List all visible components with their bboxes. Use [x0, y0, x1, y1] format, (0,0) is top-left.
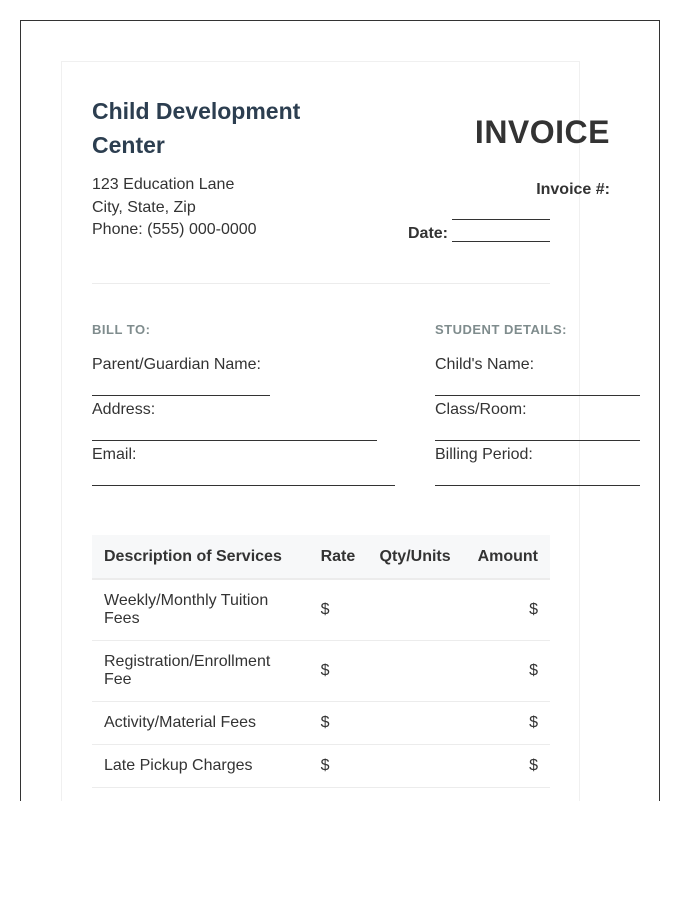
- bill-to-heading: BILL TO:: [92, 322, 151, 337]
- email-field[interactable]: [92, 485, 395, 486]
- invoice-date-label: Date:: [408, 225, 449, 242]
- service-rate[interactable]: $: [309, 579, 368, 641]
- email-label: Email:: [92, 446, 137, 463]
- header-amount: Amount: [463, 535, 550, 579]
- table-row: [92, 641, 550, 702]
- organization-address: [92, 174, 257, 242]
- class-room-field[interactable]: [435, 440, 640, 441]
- service-qty[interactable]: [368, 702, 463, 745]
- service-amount[interactable]: $: [463, 641, 550, 702]
- service-description: Registration/Enrollment Fee: [92, 641, 309, 702]
- service-qty[interactable]: [368, 745, 463, 788]
- service-description: Late Pickup Charges: [92, 745, 309, 788]
- service-rate[interactable]: $: [309, 745, 368, 788]
- address-field[interactable]: [92, 440, 377, 441]
- service-amount[interactable]: $: [463, 579, 550, 641]
- service-rate[interactable]: $: [309, 702, 368, 745]
- table-row: [92, 745, 550, 788]
- header-qty: Qty/Units: [368, 535, 463, 579]
- services-table: [92, 535, 550, 788]
- address-label: Address:: [92, 401, 156, 418]
- service-description: Activity/Material Fees: [92, 702, 309, 745]
- service-amount[interactable]: $: [463, 702, 550, 745]
- organization-name: Child Development Center: [92, 98, 301, 158]
- invoice-number-field[interactable]: [452, 219, 550, 220]
- invoice-title: INVOICE: [474, 114, 610, 150]
- service-description: Weekly/Monthly Tuition Fees: [92, 579, 309, 641]
- child-name-label: Child's Name:: [435, 356, 535, 373]
- billing-period-label: Billing Period:: [435, 446, 533, 463]
- child-name-field[interactable]: [435, 395, 640, 396]
- billing-period-field[interactable]: [435, 485, 640, 486]
- service-rate[interactable]: $: [309, 641, 368, 702]
- table-row: [92, 702, 550, 745]
- invoice-number-label: Invoice #:: [536, 181, 610, 198]
- service-qty[interactable]: [368, 641, 463, 702]
- student-details-heading: STUDENT DETAILS:: [435, 322, 567, 337]
- service-amount[interactable]: $: [463, 745, 550, 788]
- header-description: Description of Services: [92, 535, 309, 579]
- phone-number: Phone: (555) 000-0000: [92, 221, 257, 238]
- address-line-2: City, State, Zip: [92, 198, 196, 216]
- parent-name-field[interactable]: [92, 395, 270, 396]
- table-header-row: [92, 535, 550, 579]
- parent-name-label: Parent/Guardian Name:: [92, 356, 261, 373]
- service-qty[interactable]: [368, 579, 463, 641]
- invoice-date-field[interactable]: [452, 241, 550, 242]
- address-line-1: 123 Education Lane: [92, 176, 235, 193]
- table-row: [92, 579, 550, 641]
- header-divider: [92, 283, 550, 284]
- class-room-label: Class/Room:: [435, 401, 527, 418]
- header-rate: Rate: [309, 535, 368, 579]
